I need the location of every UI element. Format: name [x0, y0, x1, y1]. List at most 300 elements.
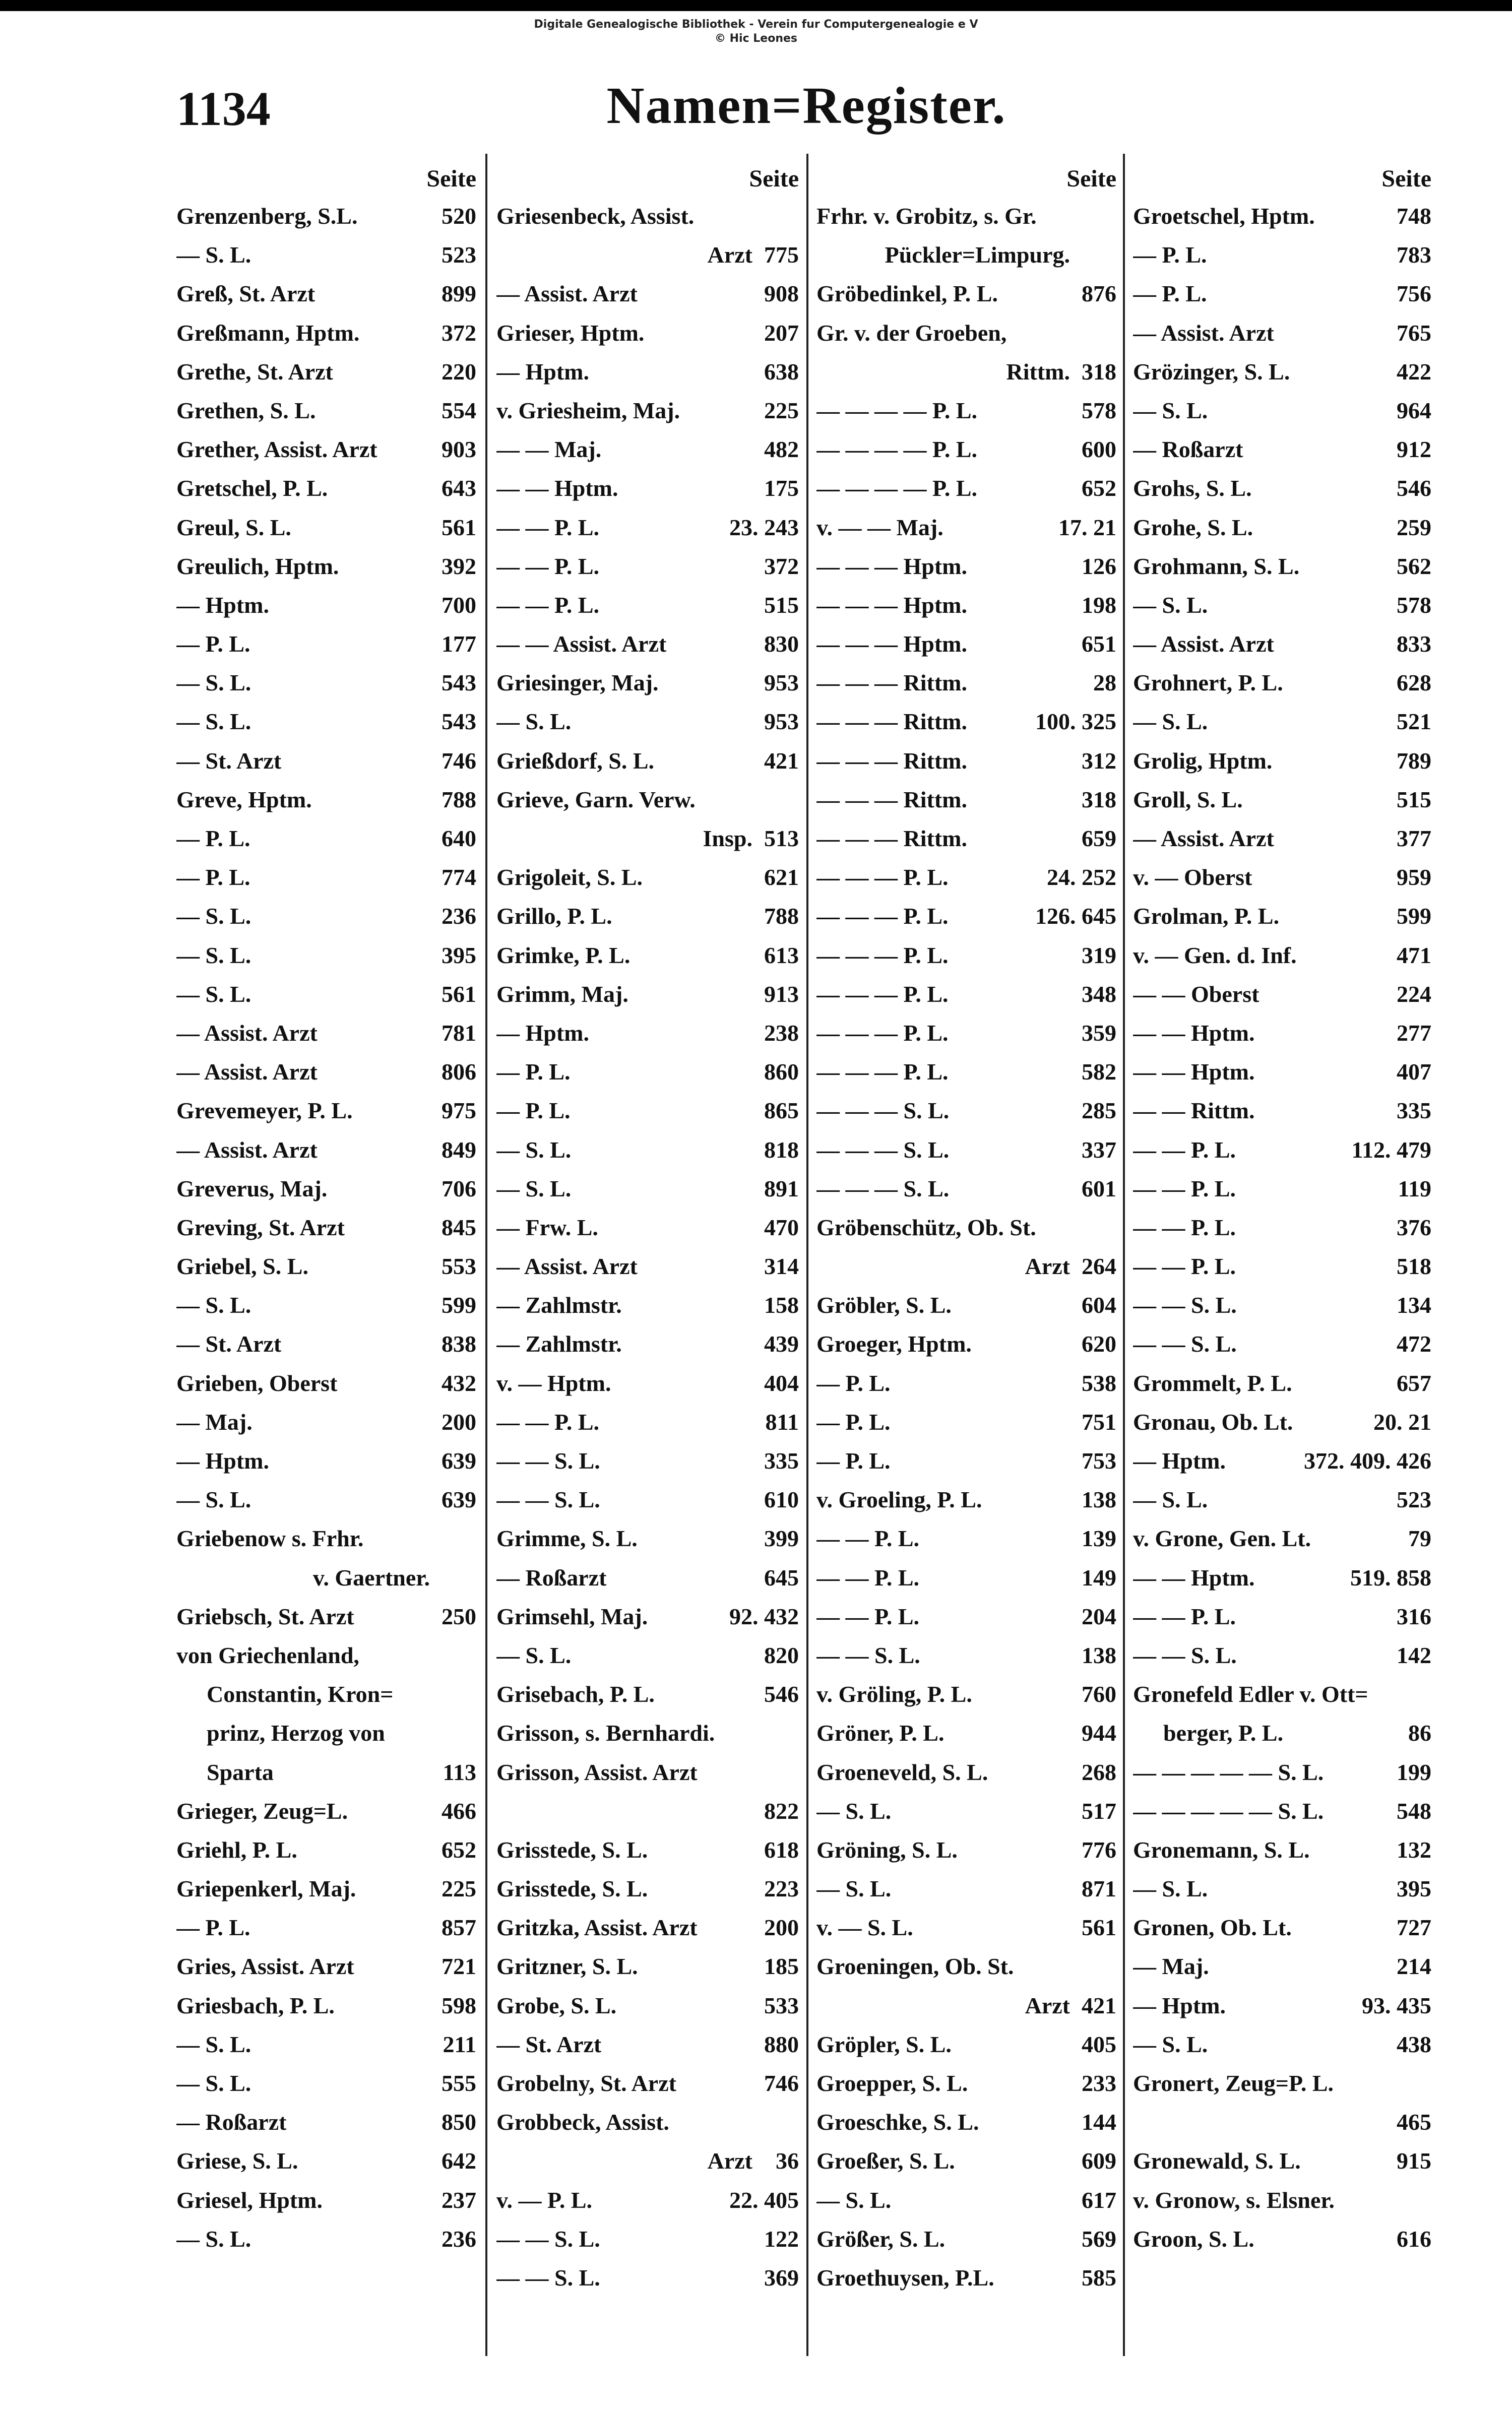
entry-page: 617	[1082, 2187, 1116, 2213]
index-entry	[176, 274, 476, 313]
column-divider	[806, 154, 808, 2356]
entry-page: 318	[1082, 786, 1116, 812]
entry-name: Grimke, P. L.	[496, 942, 631, 968]
index-entry	[176, 586, 476, 624]
entry-page: 28	[1093, 670, 1116, 696]
entry-page: 421	[1082, 1992, 1116, 2018]
index-entry	[1133, 702, 1431, 741]
entry-name: Gritzka, Assist. Arzt	[496, 1915, 698, 1941]
index-entry	[176, 2025, 476, 2064]
entry-page: 609	[1082, 2148, 1116, 2174]
entry-page: 876	[1082, 281, 1116, 307]
index-entry	[176, 391, 476, 430]
entry-page: 392	[442, 553, 476, 579]
entry-page: 86	[1408, 1720, 1431, 1746]
entry-page: 865	[764, 1098, 799, 1124]
entry-name: Gronen, Ob. Lt.	[1133, 1915, 1292, 1941]
entry-page: 822	[764, 1798, 799, 1824]
index-column-3	[816, 161, 1116, 2297]
entry-name: Grözinger, S. L.	[1133, 358, 1290, 385]
index-entry	[496, 780, 799, 819]
entry-name: Grimme, S. L.	[496, 1526, 638, 1552]
entry-page: 639	[442, 1487, 476, 1513]
entry-page: 776	[1082, 1836, 1116, 1863]
entry-name: — — Hptm.	[496, 475, 618, 501]
entry-page: 746	[764, 2070, 799, 2096]
entry-name: Groepper, S. L.	[816, 2070, 968, 2096]
index-entry	[816, 1558, 1116, 1597]
index-entry	[176, 469, 476, 507]
index-entry	[1133, 1403, 1431, 1441]
column-header-seite: Seite	[1381, 165, 1431, 192]
entry-name: — — — S. L.	[816, 1098, 950, 1124]
entry-page: 599	[442, 1292, 476, 1318]
entry-page: 604	[1082, 1292, 1116, 1318]
entry-name: Grethen, S. L.	[176, 397, 316, 423]
entry-name: — P. L.	[496, 1059, 571, 1085]
watermark-copyright: © Hic Leones	[714, 32, 798, 45]
index-entry	[1133, 1247, 1431, 1286]
entry-page: 600	[1082, 436, 1116, 463]
entry-name: Grohs, S. L.	[1133, 475, 1252, 501]
entry-page: 238	[764, 1020, 799, 1046]
index-entry	[496, 1013, 799, 1052]
entry-page: 953	[764, 670, 799, 696]
entry-page: 438	[1397, 2031, 1431, 2057]
entry-name: — Assist. Arzt	[176, 1136, 318, 1163]
index-entry	[176, 508, 476, 547]
entry-page: 144	[1082, 2109, 1116, 2135]
index-entry	[816, 1480, 1116, 1519]
index-entry	[1133, 2219, 1431, 2258]
index-entry	[176, 702, 476, 741]
index-entry	[816, 741, 1116, 780]
index-entry	[816, 1519, 1116, 1558]
index-entry	[176, 663, 476, 702]
entry-name: Grevemeyer, P. L.	[176, 1098, 353, 1124]
entry-name: — P. L.	[816, 1448, 891, 1474]
index-entry	[496, 858, 799, 897]
index-entry	[176, 1480, 476, 1519]
entry-page: 638	[764, 358, 799, 385]
entry-name: — — — P. L.	[816, 864, 949, 891]
entry-name: Grobelny, St. Arzt	[496, 2070, 676, 2096]
entry-name: Grisson, Assist. Arzt	[496, 1759, 698, 1785]
entry-name: — — — — — S. L.	[1133, 1759, 1324, 1785]
entry-page: 372. 409. 426	[1304, 1448, 1431, 1474]
entry-page: 233	[1082, 2070, 1116, 2096]
index-entry	[1133, 313, 1431, 352]
entry-page: 207	[764, 320, 799, 346]
index-entry	[176, 1869, 476, 1908]
entry-name: — — — Rittm.	[816, 747, 967, 774]
entry-page: 643	[442, 475, 476, 501]
entry-name: Groeschke, S. L.	[816, 2109, 979, 2135]
entry-name: Grommelt, P. L.	[1133, 1370, 1292, 1396]
entry-page: 582	[1082, 1059, 1116, 1085]
index-entry	[176, 1714, 476, 1752]
entry-page: 585	[1082, 2264, 1116, 2291]
index-entry	[176, 1247, 476, 1286]
entry-name: — Hptm.	[176, 592, 269, 618]
index-entry	[496, 2181, 799, 2219]
index-entry	[496, 352, 799, 391]
entry-name: — — S. L.	[816, 1642, 920, 1668]
entry-name: Griebel, S. L.	[176, 1253, 308, 1280]
entry-name: Groeßer, S. L.	[816, 2148, 955, 2174]
index-entry	[1133, 2025, 1431, 2064]
index-entry	[496, 469, 799, 507]
index-entry	[1133, 1753, 1431, 1792]
entry-name: — — — Rittm.	[816, 709, 967, 735]
entry-name: Griesinger, Maj.	[496, 670, 659, 696]
index-entry	[816, 274, 1116, 313]
index-entry	[176, 819, 476, 858]
entry-name: — P. L.	[176, 864, 250, 891]
entry-name: Greulich, Hptm.	[176, 553, 339, 579]
entry-page: 211	[443, 2031, 476, 2057]
entry-name: — S. L.	[816, 2187, 892, 2213]
index-entry	[816, 1869, 1116, 1908]
page-number: 1134	[176, 82, 271, 136]
entry-page: 139	[1082, 1526, 1116, 1552]
index-entry	[496, 547, 799, 586]
entry-page: 820	[764, 1642, 799, 1668]
entry-page: 880	[764, 2031, 799, 2057]
entry-name: Grieben, Oberst	[176, 1370, 338, 1396]
entry-page: 850	[442, 2109, 476, 2135]
index-entry	[496, 508, 799, 547]
index-entry	[816, 858, 1116, 897]
entry-name: Grisson, s. Bernhardi.	[496, 1720, 715, 1746]
entry-page: 774	[442, 864, 476, 891]
entry-page: 399	[764, 1526, 799, 1552]
entry-name: Arzt	[1025, 1253, 1070, 1280]
entry-name: Grieser, Hptm.	[496, 320, 645, 346]
entry-name: — — — Rittm.	[816, 786, 967, 812]
entry-name: Griepenkerl, Maj.	[176, 1876, 356, 1902]
index-entry	[176, 1403, 476, 1441]
index-entry	[1133, 2141, 1431, 2180]
index-entry	[816, 1714, 1116, 1752]
index-entry	[496, 586, 799, 624]
entry-page: 177	[442, 631, 476, 657]
index-entry	[496, 391, 799, 430]
entry-page: 781	[442, 1020, 476, 1046]
index-entry	[176, 1052, 476, 1091]
column-divider	[1123, 154, 1125, 2356]
entry-page: 36	[776, 2148, 799, 2174]
entry-page: 610	[764, 1487, 799, 1513]
entry-page: 543	[442, 709, 476, 735]
entry-page: 561	[1082, 1915, 1116, 1941]
entry-name: Griebsch, St. Arzt	[176, 1603, 354, 1629]
entry-name: — — S. L.	[496, 2264, 600, 2291]
entry-name: v. Gröling, P. L.	[816, 1681, 972, 1707]
index-entry	[496, 2103, 799, 2141]
entry-page: 92. 432	[729, 1603, 799, 1629]
index-entry	[496, 1403, 799, 1441]
entry-name: — P. L.	[176, 1915, 250, 1941]
entry-name: — — — — — S. L.	[1133, 1798, 1324, 1824]
entry-page: 959	[1397, 864, 1431, 891]
entry-page: 838	[442, 1331, 476, 1357]
index-entry	[1133, 508, 1431, 547]
entry-name: Groethuysen, P.L.	[816, 2264, 994, 2291]
entry-name: — Assist. Arzt	[496, 281, 638, 307]
index-entry	[176, 1753, 476, 1792]
entry-name: Größer, S. L.	[816, 2226, 946, 2252]
index-entry	[816, 1364, 1116, 1403]
entry-page: 236	[442, 2226, 476, 2252]
entry-name: — Assist. Arzt	[1133, 631, 1274, 657]
index-entry	[496, 1792, 799, 1830]
index-entry	[1133, 1324, 1431, 1363]
entry-name: Griese, S. L.	[176, 2148, 298, 2174]
index-entry	[496, 2141, 799, 2180]
entry-page: 871	[1082, 1876, 1116, 1902]
index-entry	[176, 1324, 476, 1363]
entry-name: — Assist. Arzt	[176, 1059, 318, 1085]
index-entry	[1133, 1013, 1431, 1052]
entry-page: 519. 858	[1350, 1564, 1431, 1591]
entry-name: Greßmann, Hptm.	[176, 320, 360, 346]
entry-name: v. — Oberst	[1133, 864, 1252, 891]
entry-name: v. — — Maj.	[816, 514, 943, 540]
entry-page: 553	[442, 1253, 476, 1280]
index-entry	[1133, 663, 1431, 702]
entry-page: 405	[1082, 2031, 1116, 2057]
entry-page: 93. 435	[1362, 1992, 1431, 2018]
index-entry	[816, 1013, 1116, 1052]
entry-page: 335	[1397, 1098, 1431, 1124]
scan-edge	[0, 0, 1512, 11]
index-entry	[176, 1792, 476, 1830]
entry-page: 259	[1397, 514, 1431, 540]
entry-page: 185	[764, 1953, 799, 1980]
entry-name: — — — P. L.	[816, 981, 949, 1007]
entry-name: — St. Arzt	[496, 2031, 602, 2057]
entry-name: — — — P. L.	[816, 942, 949, 968]
index-entry	[1133, 741, 1431, 780]
entry-name: — — — — P. L.	[816, 436, 978, 463]
index-entry	[176, 2141, 476, 2180]
entry-name: Arzt	[707, 242, 752, 268]
index-entry	[176, 1364, 476, 1403]
index-entry	[816, 975, 1116, 1013]
index-entry	[496, 1947, 799, 1986]
entry-name: Groeger, Hptm.	[816, 1331, 972, 1357]
entry-name: — — — Hptm.	[816, 592, 967, 618]
entry-name: Greverus, Maj.	[176, 1175, 328, 1201]
entry-name: — — P. L.	[1133, 1136, 1236, 1163]
entry-page: 22. 405	[729, 2187, 799, 2213]
index-entry	[496, 1753, 799, 1792]
index-entry	[176, 1597, 476, 1636]
entry-page: 833	[1397, 631, 1431, 657]
entry-page: 471	[1397, 942, 1431, 968]
index-entry	[496, 1597, 799, 1636]
index-entry	[1133, 1364, 1431, 1403]
entry-name: — — P. L.	[496, 553, 600, 579]
entry-name: — Zahlmstr.	[496, 1331, 622, 1357]
entry-page: 620	[1082, 1331, 1116, 1357]
entry-page: 20. 21	[1373, 1409, 1431, 1435]
entry-page: 335	[764, 1448, 799, 1474]
index-entry	[176, 1908, 476, 1947]
index-column-1	[176, 161, 476, 2258]
entry-page: 513	[764, 826, 799, 851]
entry-page: 220	[442, 358, 476, 385]
entry-name: — S. L.	[176, 981, 251, 1007]
entry-name: — Hptm.	[176, 1448, 269, 1474]
entry-page: 200	[764, 1915, 799, 1941]
index-entry	[176, 1830, 476, 1869]
entry-page: 404	[764, 1370, 799, 1396]
entry-name: — — — P. L.	[816, 1020, 949, 1046]
entry-name: — Frw. L.	[496, 1214, 598, 1240]
entry-page: 640	[442, 826, 476, 851]
index-entry	[1133, 1519, 1431, 1558]
index-entry	[816, 1441, 1116, 1480]
index-entry	[496, 1324, 799, 1363]
index-entry	[1133, 1052, 1431, 1091]
entry-page: 652	[442, 1836, 476, 1863]
index-entry	[816, 430, 1116, 469]
index-entry	[816, 624, 1116, 663]
entry-name: — — Maj.	[496, 436, 602, 463]
entry-page: 613	[764, 942, 799, 968]
entry-name: v. Gronow, s. Elsner.	[1133, 2187, 1335, 2213]
entry-page: 561	[442, 981, 476, 1007]
entry-name: — Hptm.	[496, 1020, 589, 1046]
entry-page: 753	[1082, 1448, 1116, 1474]
entry-name: — Assist. Arzt	[176, 1020, 318, 1046]
index-entry	[1133, 2064, 1431, 2103]
index-entry	[176, 1947, 476, 1986]
entry-page: 224	[1397, 981, 1431, 1007]
index-entry	[816, 897, 1116, 935]
entry-name: — — P. L.	[816, 1526, 920, 1552]
entry-page: 538	[1082, 1370, 1116, 1396]
entry-name: berger, P. L.	[1163, 1720, 1284, 1746]
entry-name: — P. L.	[176, 826, 250, 851]
index-entry	[1133, 1597, 1431, 1636]
index-entry	[496, 430, 799, 469]
index-entry	[816, 1286, 1116, 1324]
index-column-2	[496, 161, 799, 2297]
entry-name: Groetschel, Hptm.	[1133, 203, 1315, 229]
entry-page: 746	[442, 747, 476, 774]
entry-page: 721	[442, 1953, 476, 1980]
entry-name: — — S. L.	[496, 2226, 600, 2252]
index-entry	[816, 1597, 1116, 1636]
entry-name: Constantin, Kron=	[207, 1681, 394, 1707]
index-entry	[816, 1753, 1116, 1792]
index-entry	[816, 780, 1116, 819]
entry-page: 236	[442, 903, 476, 929]
index-entry	[496, 975, 799, 1013]
index-entry	[1133, 858, 1431, 897]
entry-name: — Hptm.	[1133, 1448, 1226, 1474]
entry-page: 521	[1397, 709, 1431, 735]
index-entry	[816, 1324, 1116, 1363]
entry-page: 760	[1082, 1681, 1116, 1707]
index-entry	[816, 547, 1116, 586]
index-entry	[176, 1636, 476, 1675]
index-entry	[816, 1947, 1116, 1986]
entry-page: 138	[1082, 1487, 1116, 1513]
entry-page: 395	[1397, 1876, 1431, 1902]
entry-name: — S. L.	[496, 709, 572, 735]
entry-page: 225	[442, 1876, 476, 1902]
entry-name: Grillo, P. L.	[496, 903, 612, 929]
entry-name: — S. L.	[176, 242, 251, 268]
entry-name: v. — Gen. d. Inf.	[1133, 942, 1297, 968]
index-entry	[816, 2103, 1116, 2141]
index-entry	[816, 663, 1116, 702]
entry-page: 100. 325	[1035, 709, 1116, 735]
index-entry	[496, 2219, 799, 2258]
entry-page: 912	[1397, 436, 1431, 463]
entry-page: 312	[1082, 747, 1116, 774]
entry-page: 149	[1082, 1564, 1116, 1591]
index-entry	[176, 547, 476, 586]
entry-name: — — P. L.	[496, 1409, 600, 1435]
entry-name: Gröner, P. L.	[816, 1720, 944, 1746]
entry-name: — Roßarzt	[176, 2109, 287, 2135]
index-entry	[176, 1091, 476, 1130]
index-entry	[176, 1169, 476, 1208]
entry-name: Insp.	[703, 826, 752, 851]
entry-name: Gröbenschütz, Ob. St.	[816, 1214, 1036, 1240]
entry-name: — P. L.	[816, 1370, 891, 1396]
index-entry	[1133, 1908, 1431, 1947]
entry-page: 23. 243	[729, 514, 799, 540]
index-entry	[816, 1403, 1116, 1441]
index-entry	[1133, 1675, 1431, 1714]
entry-name: — — — Rittm.	[816, 670, 967, 696]
entry-name: Groon, S. L.	[1133, 2226, 1254, 2252]
index-entry	[1133, 1869, 1431, 1908]
index-entry	[1133, 2181, 1431, 2219]
index-entry	[1133, 1091, 1431, 1130]
entry-name: Griesbach, P. L.	[176, 1992, 335, 2018]
entry-name: Gröpler, S. L.	[816, 2031, 952, 2057]
entry-name: Griesenbeck, Assist.	[496, 203, 695, 229]
entry-page: 783	[1397, 242, 1431, 268]
entry-page: 113	[443, 1759, 476, 1785]
index-entry	[176, 936, 476, 975]
index-entry	[176, 624, 476, 663]
entry-name: — — Rittm.	[1133, 1098, 1255, 1124]
watermark-line: Digitale Genealogische Bibliothek - Verein fur Computergenealogie e V	[534, 18, 978, 31]
entry-page: 439	[764, 1331, 799, 1357]
index-entry	[496, 197, 799, 235]
index-entry	[496, 1130, 799, 1169]
entry-name: Greve, Hptm.	[176, 786, 312, 812]
index-entry	[816, 2064, 1116, 2103]
index-entry	[176, 2064, 476, 2103]
entry-name: Grohe, S. L.	[1133, 514, 1253, 540]
index-entry	[496, 2025, 799, 2064]
entry-name: — S. L.	[816, 1876, 892, 1902]
entry-page: 376	[1397, 1214, 1431, 1240]
entry-name: Grimm, Maj.	[496, 981, 628, 1007]
entry-page: 915	[1397, 2148, 1431, 2174]
entry-page: 645	[764, 1564, 799, 1591]
column-header-seite: Seite	[426, 165, 476, 192]
